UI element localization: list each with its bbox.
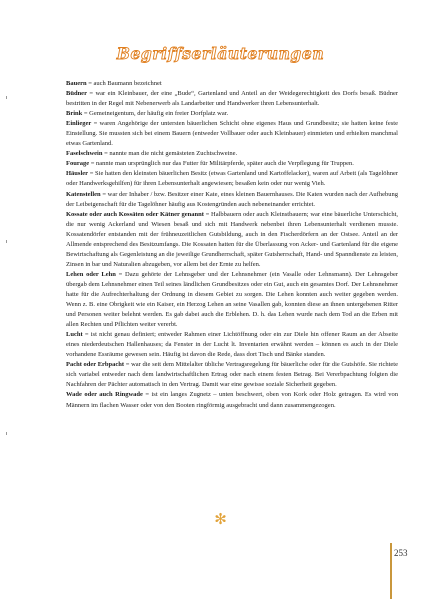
glossary-definition: = war ein Kleinbauer, der eine „Bude“, Gartenland und Anteil an der Weidegerechtigkeit des Dorfs besaß. Büdner bestritten in der Regel mit Nebenerwerb als Landarbeiter und Handwerker ihren Lebensunterhalt. (66, 90, 398, 108)
crop-mark (6, 240, 7, 243)
glossary-term: Brink (66, 110, 83, 118)
glossary-definition: = ist nicht genau definiert; entweder Rahmen einer Lichtöffnung oder ein zur Diele hin offener Raum an der Abseite eines niederdeutschen Hallenhauses; da Fenster in der Lucht lt. Inventarien erwähnt werden – können es auch in der Diele vorhandene Essräume gewesen sein. Häufig ist davon die Rede, dass dort Tisch und Bänke standen. (66, 331, 398, 359)
glossary-definition: = ist ein langes Zugnetz – unten beschwert, oben von Kork oder Holz getragen. Es wird von Männern im flachen Wasser oder von den Booten ringförmig ausgebracht und dann zusammengezogen. (66, 391, 398, 409)
glossary-entry-bauern (66, 79, 398, 89)
glossary-term: Katenstellen (66, 190, 101, 198)
glossary-definition: = nannte man die nicht gemästeten Zuchtschweine. (102, 150, 238, 158)
glossary-entry-wade (66, 390, 398, 410)
glossary-entry-brink (66, 109, 398, 119)
glossary-term: Bauern (66, 80, 87, 87)
glossary-definition: = war die seit dem Mittelalter übliche Vertragsregelung für bäuerliche oder für die Gutshöfe. Sie richtete sich variabel entweder nach dem landwirtschaftlichen Ertrag oder nach einem festen Betrag. Bei Vererbpachtung folgten die Nachfahren der Pächter automatisch in den Vertrag. Damit war eine gewisse soziale Sicherheit gegeben. (66, 361, 398, 389)
glossary-term: Lehen oder Lehn (66, 270, 116, 278)
glossary-entry-lehen (66, 270, 398, 330)
glossary-term: Lucht (66, 331, 83, 339)
glossary-term: Häusler (66, 170, 89, 178)
glossary-entry-faselschwein (66, 149, 398, 159)
glossary-definition: = war der Inhaber / bzw. Besitzer einer Kate, eines kleinen Bauernhauses. Die Katen wurden nach der Aufhebung der Leibeigenschaft für die Tagelöhner häufig aus Kostengründen auch nebeneinander errichtet. (66, 190, 398, 208)
crop-mark (6, 96, 7, 99)
glossary-entry-haeusler (66, 169, 398, 189)
glossary-definition: = waren Angehörige der untersten bäuerlichen Schicht ohne eigenes Haus und Grundbesitz; sie hatten keine feste Einstellung. Sie mussten sich bei einem Bauern (entweder Vollbauer oder auch Kleinbauer) einmieten und erhielten manchmal etwas Gartenland. (66, 120, 398, 148)
glossary-definition: = Halbbauern oder auch Kleinstbauern; war eine bäuerliche Unterschicht, die nur wenig Ackerland und Wiesen besaß und sich mit Handwerk nebenbei ihren Lebensunterhalt verdienen musste. Kossatendörfer entstanden mit der frühneuzeitlichen Gutsbildung, auch in den Fischerdörfern an der Ostsee. Anteil an der Allmende entsprechend des Besitzumfangs. Die Kossaten hatten für die Überlassung von Acker- und Gartenland für die eigene Bewirtschaftung als Gegenleistung an die jeweilige Grundherrschaft, später Gutsherrschaft, Hand- und Spanndienste zu leisten, Zinsen in bar und Naturalien abzugeben, vor allem bei der Ernte zu helfen. (66, 210, 398, 268)
glossary-definition: = Dazu gehörte der Lehnsgeber und der Lehnsnehmer (ein Vasalle oder Lehnsmann). Der Lehnsgeber übergab dem Lehnsnehmer einen Teil seines ländlichen Grundbesitzes oder ein Gut, auch ein gesamtes Dorf. Der Lehnsnehmer hatte für die Aufrechterhaltung der Ordnung in diesem Gebiet zu sorgen. Die Lehen konnten auch weiter gegeben werden. Wenn z. B. eine Obrigkeit wie ein Kaiser, ein Herzog Lehen an seine Vasallen gab, konnten diese an ihnen untergebenen Ritter und Personen weiter belehnt werden. Es gab dabei auch die Erblehen. D. h. das Lehen wurde nach dem Tod an die Erben mit allen Rechten und Pflichten weiter vererbt. (66, 270, 398, 329)
glossary-entry-lucht (66, 330, 398, 360)
glossary-definition: = auch Baumann bezeichnet (86, 80, 162, 87)
asterisk-ornament-icon: ✻ (214, 510, 227, 528)
crop-mark (6, 432, 7, 435)
glossary-entry-einlieger (66, 119, 398, 149)
glossary-term: Fourage (66, 160, 90, 168)
glossary-body (66, 79, 398, 411)
page-number: 253 (394, 548, 408, 558)
glossary-definition: = Gemeineigentum, der häufig ein freier Dorfplatz war. (82, 110, 229, 118)
glossary-entry-fourage (66, 159, 398, 169)
page-title: Begriffserläuterungen (116, 44, 325, 63)
glossary-entry-kossate (66, 210, 398, 270)
glossary-entry-katenstellen (66, 190, 398, 210)
glossary-term: Kossate oder auch Kossäten oder Kätner genannt (66, 210, 204, 218)
glossary-term: Faselschwein (66, 150, 103, 158)
page-number-divider (390, 543, 392, 599)
glossary-term: Wade oder auch Ringwade (66, 391, 143, 399)
glossary-term: Büdner (66, 90, 87, 98)
glossary-term: Pacht oder Erbpacht (66, 361, 125, 369)
glossary-entry-buedner (66, 89, 398, 109)
glossary-definition: = Sie hatten den kleinsten bäuerlichen Besitz (etwas Gartenland und Kartoffelacker), waren auf Arbeit (als Tagelöhner oder Handwerksgehilfen) für ihren Lebensunterhalt angewiesen; besaßen kein oder nur wenig Vieh. (66, 170, 398, 188)
glossary-entry-pacht (66, 360, 398, 390)
glossary-definition: = nannte man ursprünglich nur das Futter für Militärpferde, später auch die Verpflegung für Truppen. (89, 160, 354, 168)
glossary-term: Einlieger (66, 120, 92, 128)
